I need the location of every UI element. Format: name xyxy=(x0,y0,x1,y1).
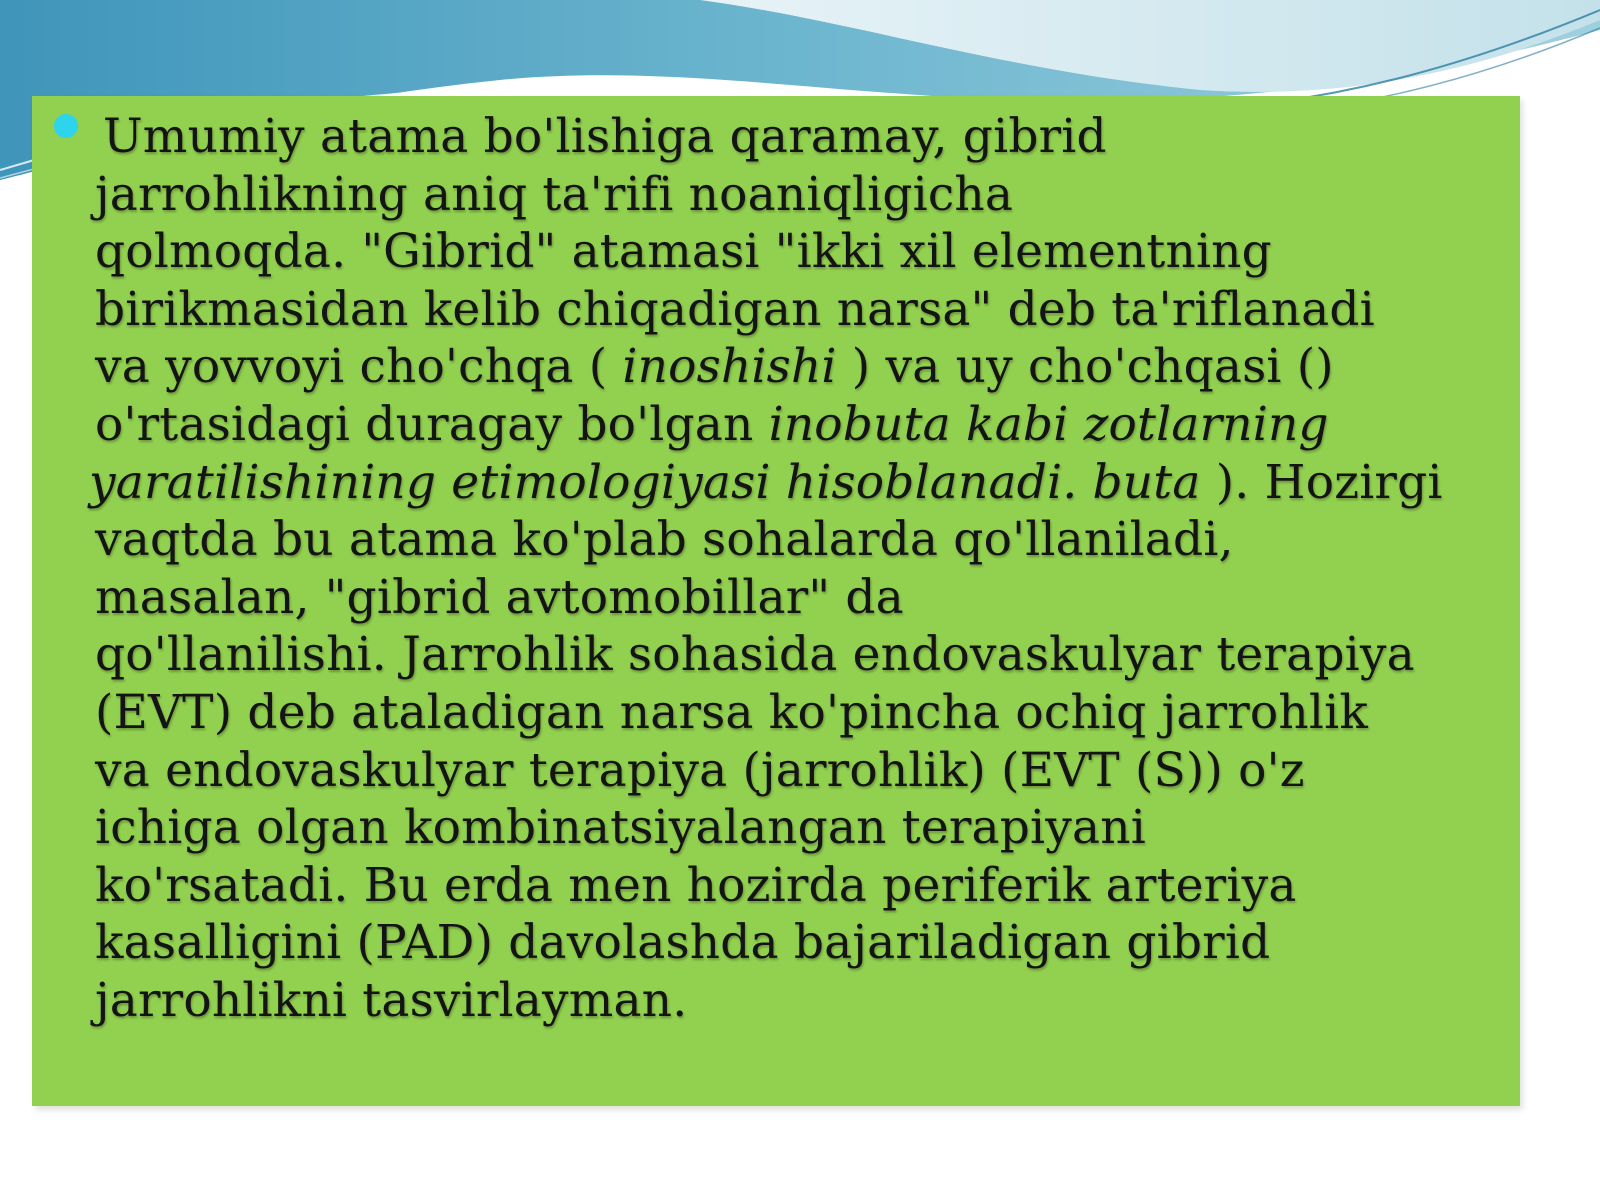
text-line: o'rtasidagi duragay bo'lgan xyxy=(95,396,769,452)
text-line: jarrohlikning aniq ta'rifi noaniqligicha xyxy=(95,166,1014,222)
text-line: ) va uy cho'chqasi () xyxy=(836,339,1334,395)
text-line: va yovvoyi cho'chqa ( xyxy=(95,339,623,395)
text-line: masalan, "gibrid avtomobillar" da xyxy=(95,569,904,625)
text-line: ko'rsatadi. Bu erda men hozirda periferik arteriya xyxy=(95,857,1297,913)
italic-term: yaratilishining etimologiyasi hisoblanadi. buta xyxy=(89,454,1201,510)
body-paragraph xyxy=(89,108,1515,1030)
text-line: qo'llanilishi. Jarrohlik sohasida endovaskulyar terapiya xyxy=(95,627,1415,683)
text-line: va endovaskulyar terapiya (jarrohlik) (EVT (S)) o'z xyxy=(95,742,1305,798)
text-line: Umumiy atama bo'lishiga qaramay, gibrid xyxy=(103,109,1107,164)
italic-term: inobuta kabi zotlarning xyxy=(768,396,1329,452)
text-line: birikmasidan kelib chiqadigan narsa" deb ta'riflanadi xyxy=(95,281,1375,337)
text-line: ). Hozirgi xyxy=(1200,454,1443,510)
text-line: jarrohlikni tasvirlayman. xyxy=(95,972,688,1028)
text-line: ichiga olgan kombinatsiyalangan terapiyani xyxy=(95,800,1146,856)
italic-term: inoshishi xyxy=(622,339,837,395)
text-line: qolmoqda. "Gibrid" atamasi "ikki xil elementning xyxy=(95,224,1272,280)
text-line: vaqtda bu atama ko'plab sohalarda qo'llaniladi, xyxy=(95,512,1234,568)
round-bullet-icon xyxy=(54,114,78,138)
text-line: kasalligini (PAD) davolashda bajariladigan gibrid xyxy=(95,915,1271,971)
text-line: (EVT) deb ataladigan narsa ko'pincha ochiq jarrohlik xyxy=(95,684,1369,740)
